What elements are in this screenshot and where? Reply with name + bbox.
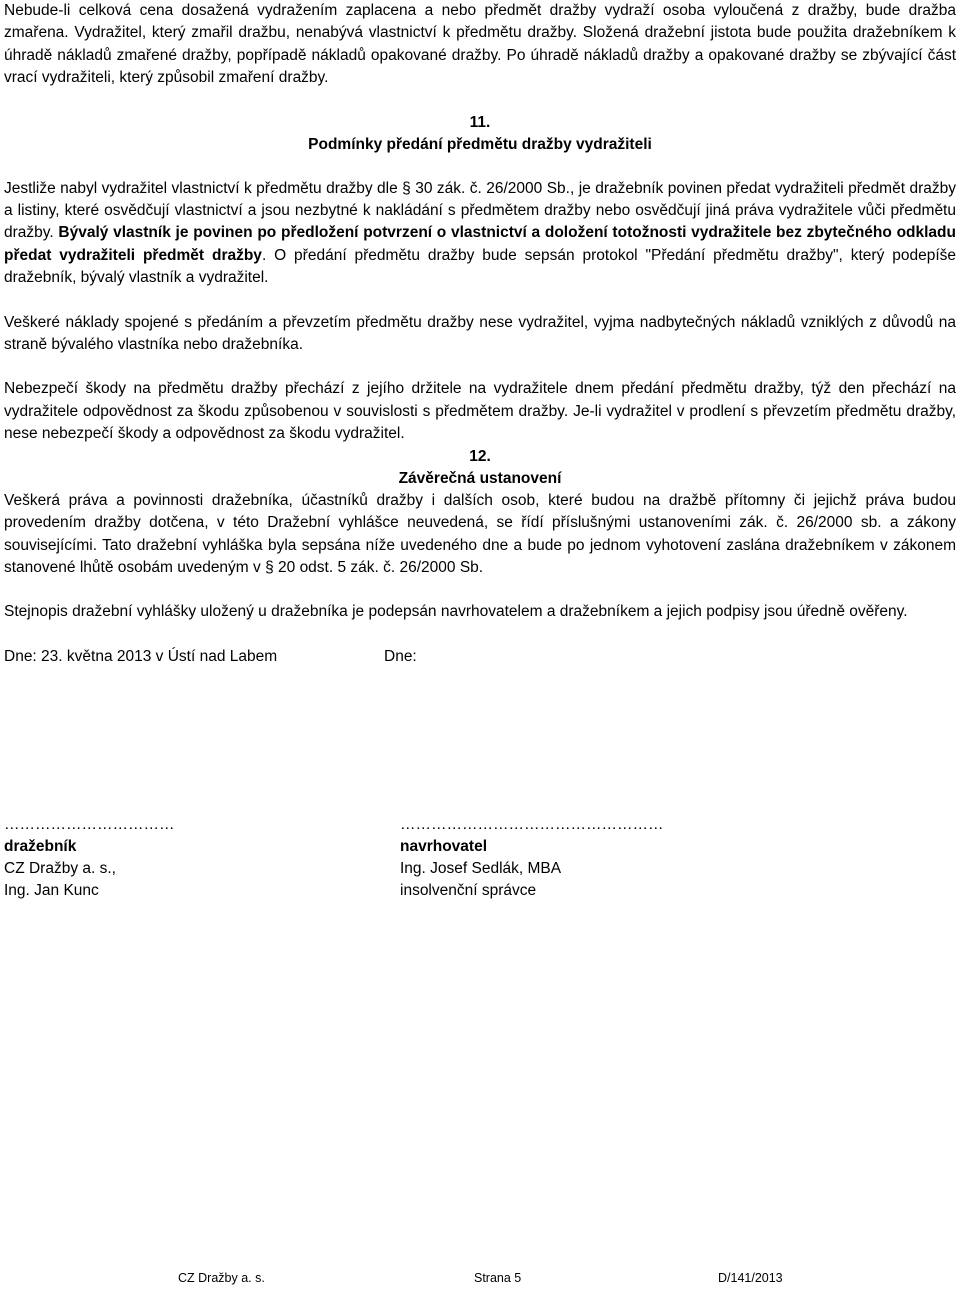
signer-role-left: dražebník [4,837,77,855]
section-11-number: 11. [469,113,491,131]
section-12-paragraph-2: Stejnopis dražební vyhlášky uložený u dražebníka je podepsán navrhovatelem a dražebníkem a jejich podpisy jsou úředně ověřeny. [4,603,908,621]
section-sign-icon: § [402,179,411,197]
bold-obligation: Bývalý vlastník je povinen po předložení potvrzení o vlastnictví a doložení totožnosti vydražitele bez zbytečného odkladu předat vydražiteli předmět dražby [4,224,956,264]
law-reference: 30 zák. č. 26/2000 Sb. [415,179,570,197]
law-reference: 20 odst. 5 zák. č. 26/2000 Sb. [278,558,484,576]
signer-title-right: insolvenční správce [400,881,537,899]
section-11-paragraph-1 [4,178,956,290]
text-run: , je dražebník povinen předat vydražiteli předmět dražby a listiny, které osvědčují vlastnictví a jsou nezbytné k nakládání s předmětem dražby nebo osvědčují jiná práva vydražitele vůči předmětu dražby. [4,179,956,242]
section-12-title: Závěrečná ustanovení [398,469,562,487]
text-run: . O předání předmětu dražby bude sepsán protokol "Předání předmětu dražby", který podepíše dražebník, bývalý vlastník a vydražitel. [4,246,956,287]
section-12-number: 12. [469,447,491,465]
signer-name-right: Ing. Josef Sedlák, MBA [400,859,562,877]
spacer [4,356,956,378]
footer-company: CZ Dražby a. s. [178,1271,265,1285]
spacer [4,156,956,178]
document-page [4,0,956,902]
section-12-paragraph-1 [4,490,956,580]
date-right: Dne: [384,647,417,665]
section-11-paragraph-2: Veškeré náklady spojené s předáním a převzetím předmětu dražby nese vydražitel, vyjma nadbytečných nákladů vzniklých z důvodů na straně bývalého vlastníka nebo dražebníka. [4,313,956,354]
section-11-title: Podmínky předání předmětu dražby vydražiteli [308,135,652,153]
intro-paragraph: Nebude-li celková cena dosažená vydražením zaplacena a nebo předmět dražby vydraží osoba vyloučená z dražby, bude dražba zmařena. Vydražitel, který zmařil dražbu, nenabývá vlastnictví k předmětu dražby. Složená dražební jistota bude použita dražebníkem k úhradě nákladů zmařené dražby, popřípadě nákladů opakované dražby. Po úhradě nákladů dražby a opakované dražby se zbývající část vrací vydražiteli, který způsobil zmaření dražby. [4,2,956,87]
signature-space [4,668,956,814]
section-11-paragraph-3: Nebezpečí škody na předmětu dražby přechází z jejího držitele na vydražitele dnem předání předmětu dražby, týž den přechází na vydražitele odpovědnost za škodu způsobenou v souvislosti s předmětem dražby. Je-li vydražitel v prodlení s převzetím předmětu dražby, nese nebezpečí škody a odpovědnost za škodu vydražitel. [4,380,956,443]
signature-line-left: …………………………… [4,815,175,833]
signer-role-right: navrhovatel [400,837,488,855]
date-left: Dne: 23. května 2013 v Ústí nad Labem [4,647,278,665]
signature-org-row [4,858,956,880]
spacer [4,90,956,112]
signature-role-row [4,836,956,858]
spacer [4,624,956,646]
signature-name-row [4,880,956,902]
signer-name-left: Ing. Jan Kunc [4,881,99,899]
text-run: Veškerá práva a povinnosti dražebníka, účastníků dražby i dalších osob, které budou na dražbě přítomny či jejichž práva budou provedením dražby dotčena, v této Dražební vyhlášce neuvedená, se řídí příslušnými ustanoveními zák. č. 26/2000 sb. a zákony souvisejícími. Tato dražební vyhláška byla sepsána níže uvedeného dne a bude po jednom vyhotovení zaslána dražebníkem v zákonem stanovené lhůtě osobám uvedeným v [4,491,956,576]
text-run: Jestliže nabyl vydražitel vlastnictví k předmětu dražby dle [4,179,403,197]
page-footer [0,1268,960,1288]
footer-reference: D/141/2013 [718,1271,783,1285]
spacer [4,579,956,601]
spacer [4,290,956,312]
section-sign-icon: § [265,558,274,576]
date-row [4,646,956,668]
signer-org-left: CZ Dražby a. s., [4,859,116,877]
signature-line-right: …………………………………………… [400,815,664,833]
signature-dots-row [4,814,956,836]
footer-page-number: Strana 5 [474,1271,522,1285]
